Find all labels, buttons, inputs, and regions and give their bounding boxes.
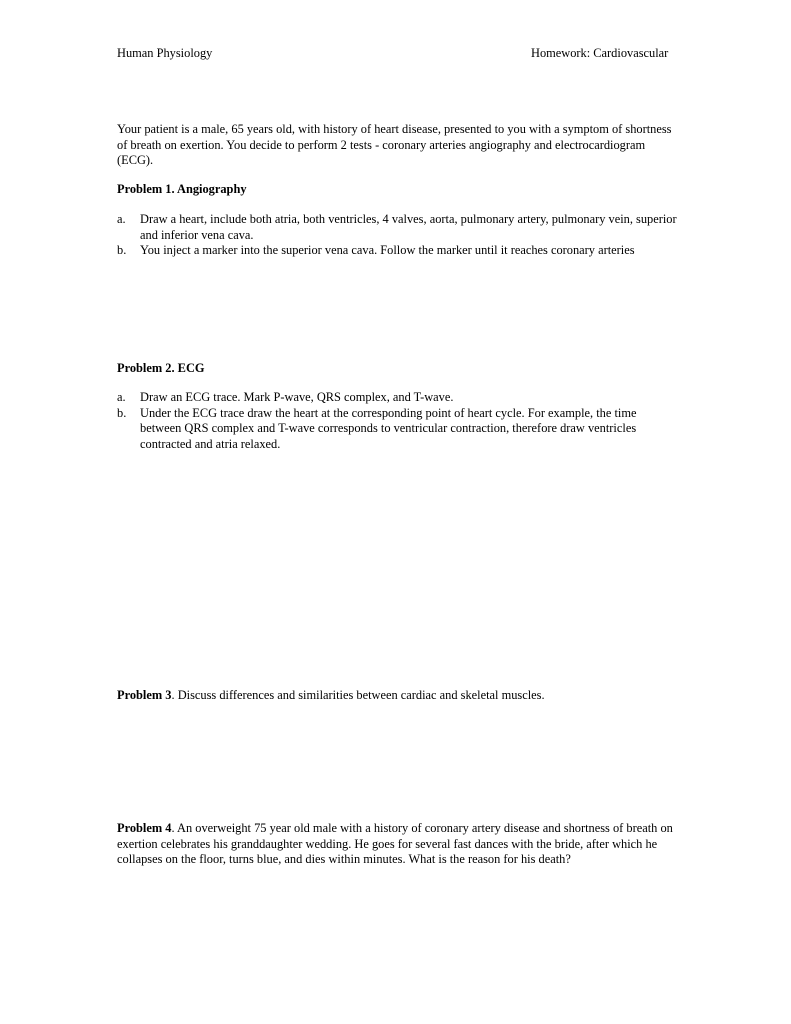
list-item-text: Under the ECG trace draw the heart at the corresponding point of heart cycle. For example, the time between QRS complex and T-wave corresponds to ventricular contraction, therefore draw ventricles contracted and atria relaxed. [140, 405, 637, 451]
problem-1-list [117, 212, 677, 259]
list-marker: b. [117, 405, 127, 420]
list-item [117, 212, 677, 243]
list-item [117, 243, 677, 259]
header-assignment-title: Homework: Cardiovascular [531, 46, 669, 60]
problem-4-text: . An overweight 75 year old male with a history of coronary artery disease and shortness of breath on exertion celebrates his granddaughter wedding. He goes for several fast dances with the bride, after which he collapses on the floor, turns blue, and dies within minutes. What is the reason for his death? [117, 821, 673, 866]
problem-2-title: Problem 2. ECG [117, 361, 205, 375]
list-item [117, 390, 677, 406]
list-marker: a. [117, 390, 126, 404]
problem-4-paragraph [117, 821, 682, 868]
problem-1-title: Problem 1. Angiography [117, 182, 247, 196]
problem-3-title: Problem 3 [117, 688, 172, 702]
intro-paragraph: Your patient is a male, 65 years old, with history of heart disease, presented to you with a symptom of shortness of breath on exertion. You decide to perform 2 tests - coronary arteries angiography and electrocardiogram (ECG). [117, 122, 672, 167]
list-item-text: Draw a heart, include both atria, both ventricles, 4 valves, aorta, pulmonary artery, pulmonary vein, superior and inferior vena cava. [140, 212, 677, 242]
problem-2-list [117, 390, 677, 452]
problem-3-text: . Discuss differences and similarities between cardiac and skeletal muscles. [171, 688, 545, 702]
problem-4-title: Problem 4 [117, 821, 172, 835]
problem-3-paragraph [117, 688, 677, 704]
list-item-text: Draw an ECG trace. Mark P-wave, QRS complex, and T-wave. [140, 390, 454, 404]
header-course-title: Human Physiology [117, 46, 213, 60]
list-item-text: You inject a marker into the superior vena cava. Follow the marker until it reaches coronary arteries [140, 243, 635, 257]
list-item [117, 406, 677, 453]
list-marker: a. [117, 212, 126, 226]
list-marker: b. [117, 243, 127, 257]
